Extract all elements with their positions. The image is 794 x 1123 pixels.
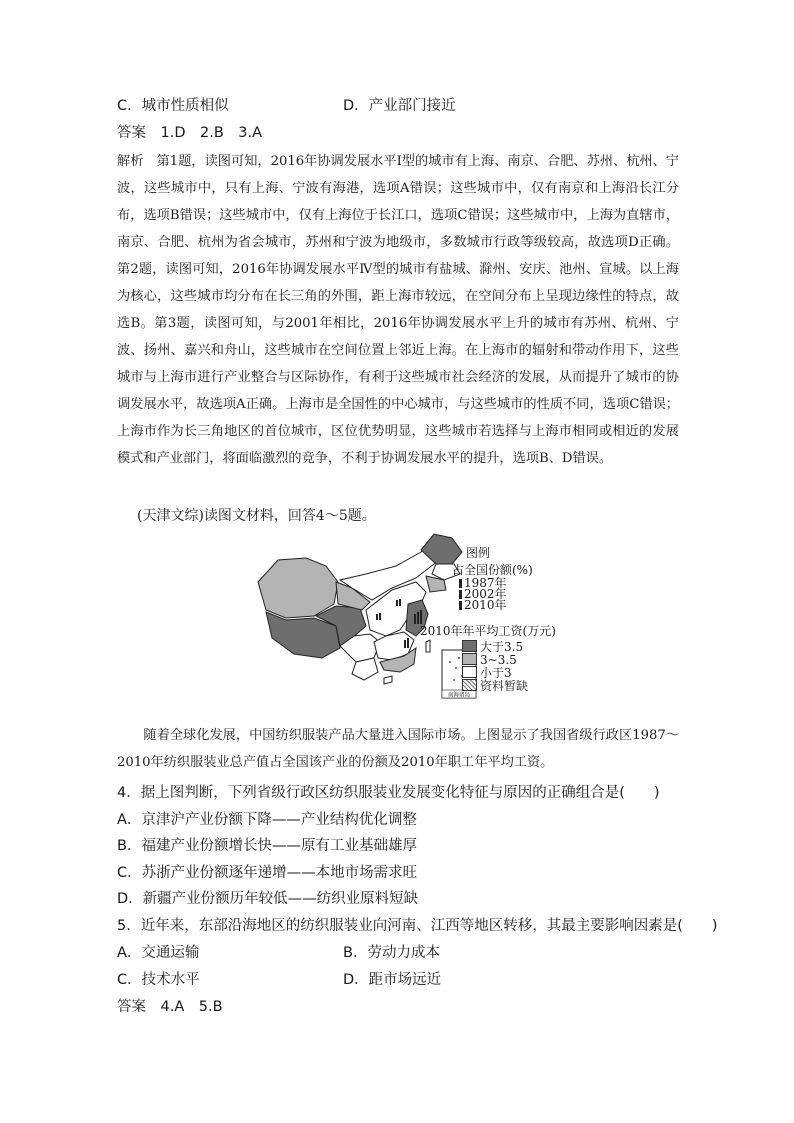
region-xinjiang [258, 558, 338, 618]
legend-year-2010: 2010年 [459, 598, 507, 612]
intro-line: (天津文综)读图文材料，回答4～5题。 [137, 508, 376, 524]
explanation-paragraph [117, 148, 679, 472]
question-4-option-d: D．新疆产业份额历年较低——纺织业原料短缺 [117, 891, 419, 907]
region-hainan [384, 676, 392, 684]
swatch-dark-icon [462, 640, 477, 652]
legend-wage-na: 资料暂缺 [462, 679, 528, 693]
legend-wage-mid: 3~3.5 [462, 653, 517, 667]
question-4-stem: 4．据上图判断，下列省级行政区纺织服装业发展变化特征与原因的正确组合是( ) [117, 785, 660, 801]
swatch-mid-icon [462, 653, 477, 665]
question-5-option-a: A．交通运输 [117, 945, 200, 961]
question-5-stem: 5．近年来，东部沿海地区的纺织服装业向河南、江西等地区转移，其最主要影响因素是( ) [117, 918, 718, 934]
legend-year-2002: 2002年 [459, 587, 507, 601]
answer-1-3: 答案 1.D 2.B 3.A [117, 125, 263, 141]
legend-year-1987: 1987年 [459, 576, 507, 590]
legend-wage-high: 大于3.5 [462, 640, 523, 654]
region-taiwan [426, 640, 430, 652]
legend-wage-title: 2010年年平均工资(万元) [420, 624, 556, 638]
legend-wage-low: 小于3 [462, 666, 512, 680]
question-4-option-b: B．福建产业份额增长快——原有工业基础雄厚 [117, 838, 417, 854]
figure-caption: 随着全球化发展，中国纺织服装产品大量进入国际市场。上图显示了我国省级行政区1987～2010年纺织服装业总产值占全国该产业的份额及2010年职工年平均工资。 [117, 728, 679, 770]
answer-4-5: 答案 4.A 5.B [117, 999, 223, 1015]
question-5-option-d: D．距市场远近 [343, 972, 442, 988]
question-5-option-c: C．技术水平 [117, 972, 200, 988]
question-4-option-c: C．苏浙产业份额逐年递增——本地市场需求旺 [117, 865, 418, 881]
option-d-top: D．产业部门接近 [343, 98, 456, 114]
china-map-figure [256, 530, 556, 700]
swatch-hatch-icon [462, 679, 477, 691]
legend-title: 图例 [466, 546, 491, 560]
explanation-text: 第1题，读图可知，2016年协调发展水平Ⅰ型的城市有上海、南京、合肥、苏州、杭州、宁波，这些城市中，只有上海、宁波有海港，选项A错误；这些城市中，仅有南京和上海沿长江分布，选项B错误；这些城市中，仅有上海位于长江口，选项C错误；这些城市中，上海为直辖市，南京、合肥、杭州为省会城市，苏州和宁波为地级市，多数城市行政等级较高，故选项D正确。第2题，读图可知，2016年协调发展水平Ⅳ型的城市有盐城、滁州、安庆、池州、宣城。以上海为核心，这些城市均分布在长三角的外围，距上海市较远，在空间分布上呈现边缘性的特点，故选B。第3题，读图可知，与2001年相比，2016年协调发展水平上升的城市有苏州、杭州、宁波、扬州、嘉兴和舟山，这些城市在空间位置上邻近上海。在上海市的辐射和带动作用下，这些城市与上海市进行产业整合与区际协作，有利于这些城市社会经济的发展，从而提升了城市的协调发展水平，故选项A正确。上海市是全国性的中心城市，与这些城市的性质不同，选项C错误；上海市作为长三角地区的首位城市，区位优势明显，这些城市若选择与上海市相同或相近的发展模式和产业部门，将面临激烈的竞争，不利于协调发展水平的提升，选项B、D错误。 [117, 154, 679, 466]
bar-symbol-icon [459, 601, 462, 610]
option-c-top: C．城市性质相似 [117, 98, 229, 114]
inset-label: 南海诸岛 [447, 692, 471, 699]
question-4-option-a: A．京津沪产业份额下降——产业结构优化调整 [117, 812, 417, 828]
question-5-option-b: B．劳动力成本 [343, 945, 440, 961]
explanation-label: 解析 [117, 154, 144, 169]
legend-share-title: 占全国份额(%) [452, 563, 533, 577]
swatch-light-icon [462, 666, 477, 678]
